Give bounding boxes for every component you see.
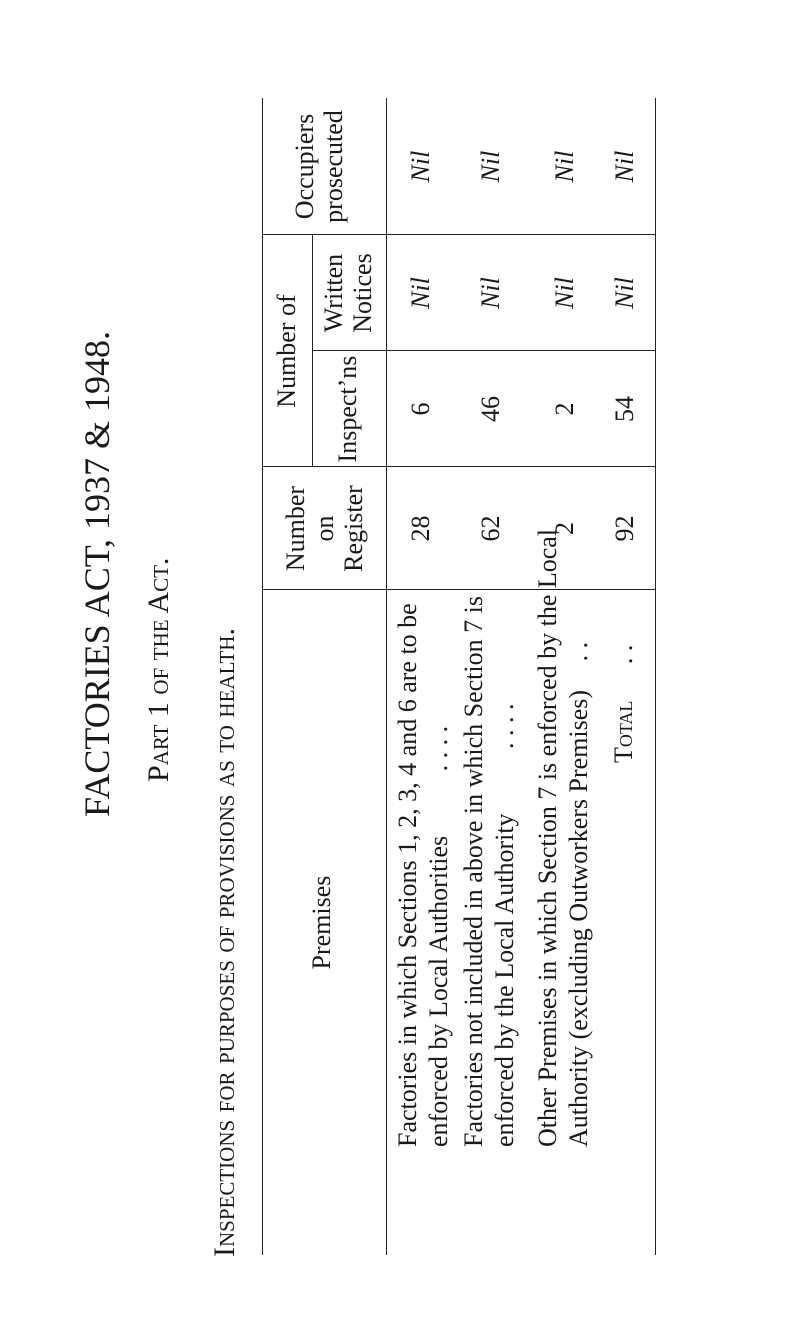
row2-line2: enforced by the Local Authority . . . .	[490, 703, 519, 1147]
number-of-subheader-line	[312, 235, 313, 467]
header-prosecuted-line-1: Occupiers	[290, 113, 319, 220]
row2-inspections: 46	[476, 396, 505, 422]
total-leader: . .	[609, 644, 638, 665]
row1-line2: enforced by Local Authorities . . . .	[424, 725, 453, 1147]
row3-line1: Other Premises in which Section 7 is enforced by the Local	[533, 528, 562, 1147]
total-prosecuted: Nil	[610, 150, 639, 183]
row1-prosecuted: Nil	[406, 150, 435, 183]
total-inspections: 54	[610, 396, 639, 422]
row2-line1: Factories not included in above in which Section 7 is	[459, 596, 488, 1147]
header-notices-line-2: Notices	[348, 253, 377, 333]
table-row-premises	[392, 603, 454, 1147]
header-inspections: Inspect’ns	[333, 355, 362, 463]
page-subtitle: Part 1 of the Act.	[142, 557, 175, 782]
header-notices-line-1: Written	[319, 253, 348, 333]
table-row-premises	[532, 529, 594, 1147]
row3-notices: Nil	[550, 277, 579, 309]
row1-line1: Factories in which Sections 1, 2, 3, 4 and 6 are to be	[393, 603, 422, 1147]
row3-register: 2	[550, 522, 579, 535]
header-number-on-register	[281, 467, 368, 590]
header-register-line-3: Register	[339, 485, 368, 572]
row1-leader: . . . .	[424, 725, 453, 772]
total-row-label	[608, 645, 639, 763]
header-prosecuted-line-2: prosecuted	[319, 110, 348, 223]
header-register-line-1: Number	[281, 485, 310, 572]
table-bottom-border	[655, 98, 656, 1255]
header-number-of: Number of	[272, 294, 301, 408]
header-register-line-2: on	[310, 515, 339, 542]
row3-inspections: 2	[550, 402, 579, 416]
row3-line2: Authority (excluding Outworkers Premises) . .	[564, 641, 593, 1147]
row1-inspections: 6	[406, 402, 435, 416]
row3-prosecuted: Nil	[550, 150, 579, 183]
total-register: 92	[610, 515, 639, 542]
total-notices: Nil	[610, 277, 639, 309]
section-heading	[208, 628, 242, 1257]
table-header-separator	[386, 98, 387, 1255]
header-written-notices	[319, 235, 377, 351]
row1-register: 28	[406, 515, 435, 542]
row2-prosecuted: Nil	[476, 150, 505, 183]
row3-leader: . .	[564, 641, 593, 662]
page-title: FACTORIES ACT, 1937 & 1948.	[77, 330, 117, 817]
table-row-premises	[458, 596, 520, 1147]
row2-notices: Nil	[476, 277, 505, 309]
row1-notices: Nil	[406, 277, 435, 309]
heading-text: Inspections for purposes of provisions as to health.	[208, 628, 241, 1257]
header-occupiers-prosecuted	[290, 98, 348, 235]
table-top-border	[262, 98, 263, 1255]
row2-leader: . . . .	[490, 703, 519, 749]
header-premises: Premises	[307, 875, 336, 970]
total-label: Total	[609, 700, 638, 763]
row2-register: 62	[476, 515, 505, 542]
